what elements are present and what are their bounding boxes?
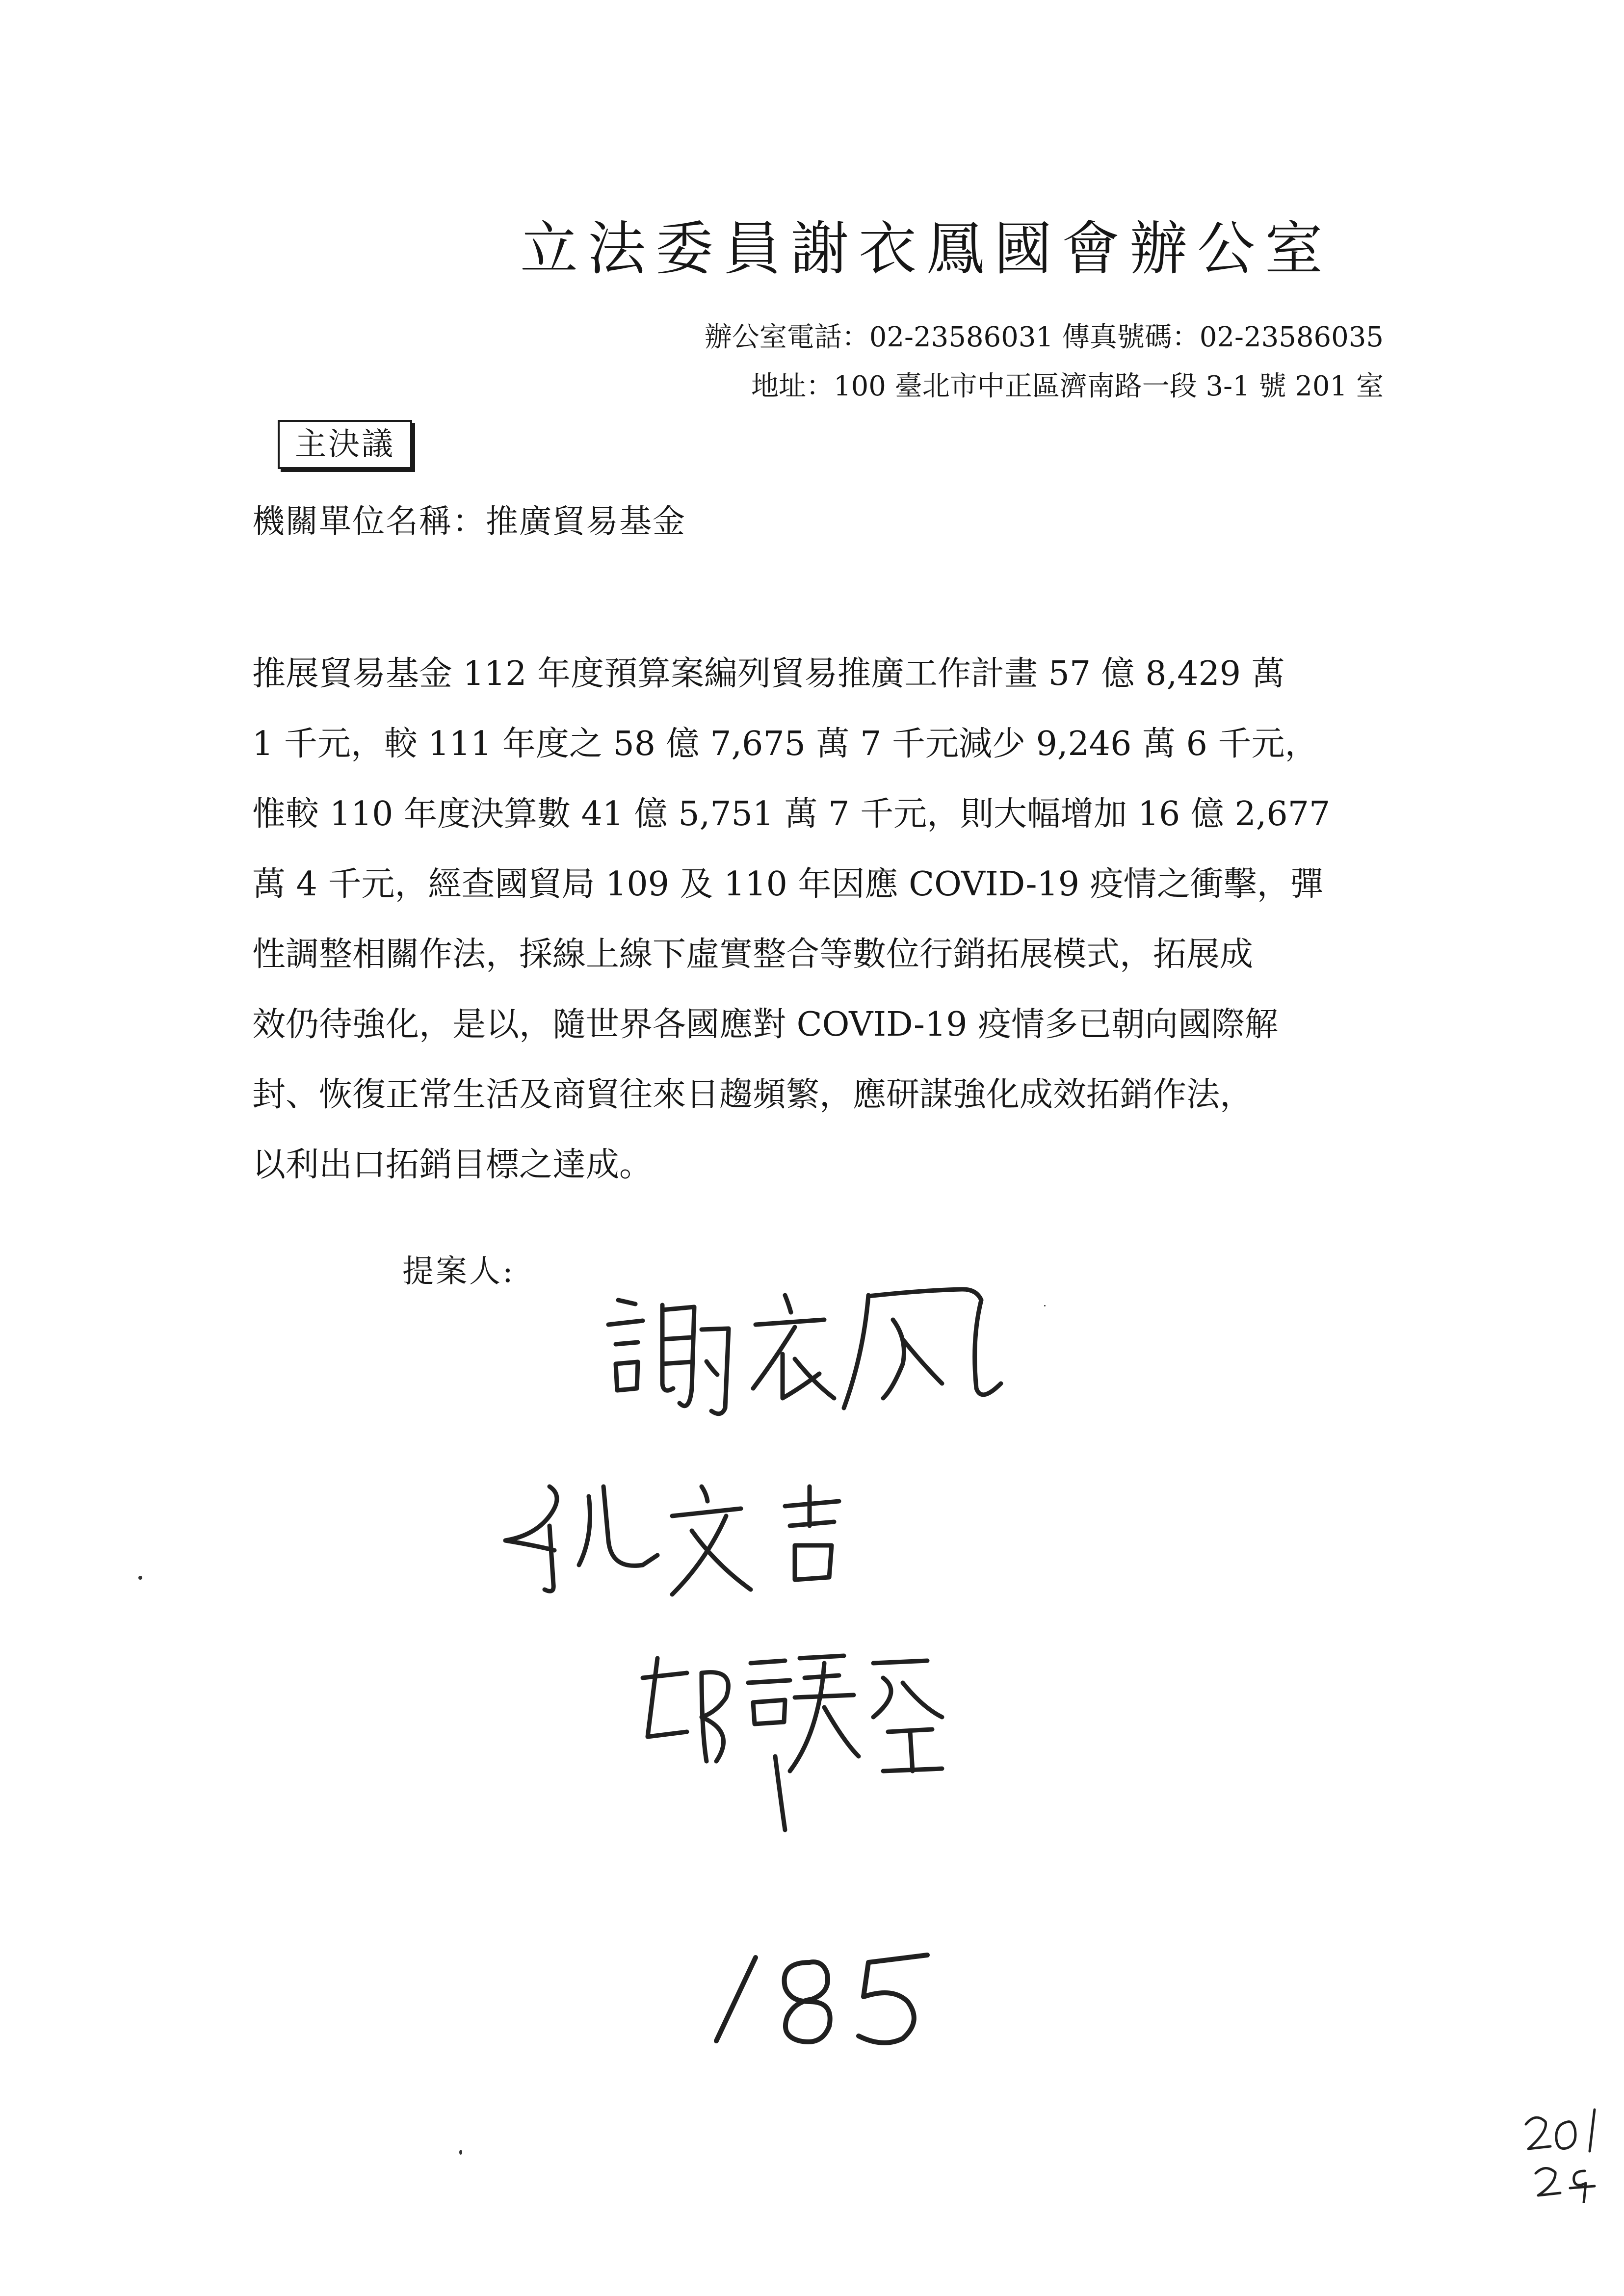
signature-1 bbox=[589, 1266, 1030, 1423]
page-number-strokes bbox=[697, 1943, 952, 2051]
agency-line bbox=[252, 502, 686, 540]
signature-3 bbox=[628, 1634, 971, 1840]
body-line: 1 千元，較 111 年度之 58 億 7,675 萬 7 千元減少 9,246 萬 6 千元， bbox=[252, 725, 1318, 763]
scan-speck bbox=[138, 1576, 142, 1580]
agency-name: 推廣貿易基金 bbox=[486, 502, 686, 540]
page-number-handwritten bbox=[697, 1943, 952, 2053]
office-address: 地址：100 臺北市中正區濟南路一段 3-1 號 201 室 bbox=[751, 370, 1384, 402]
body-line: 封、恢復正常生活及商貿往來日趨頻繁，應研謀強化成效拓銷作法， bbox=[252, 1075, 1254, 1114]
resolution-type-label: 主決議 bbox=[278, 420, 412, 469]
contact-phone-fax: 辦公室電話：02-23586031 傳真號碼：02-23586035 bbox=[704, 321, 1384, 353]
agency-label: 機關單位名稱： bbox=[252, 502, 486, 540]
proposer-label: 提案人: bbox=[402, 1253, 515, 1290]
body-line: 萬 4 千元，經查國貿局 109 及 110 年因應 COVID-19 疫情之衝擊，彈 bbox=[252, 865, 1324, 904]
corner-number-marks bbox=[1521, 2105, 1614, 2203]
scan-speck bbox=[459, 2150, 462, 2155]
body-line: 推展貿易基金 112 年度預算案編列貿易推廣工作計畫 57 億 8,429 萬 bbox=[252, 654, 1285, 693]
resolution-body bbox=[252, 639, 1381, 1200]
scan-speck bbox=[1044, 1305, 1046, 1306]
body-line: 效仍待強化，是以，隨世界各國應對 COVID-19 疫情多已朝向國際解 bbox=[252, 1005, 1279, 1044]
signature-2 bbox=[496, 1467, 898, 1614]
office-title: 立法委員謝衣鳳國會辦公室 bbox=[520, 215, 1333, 283]
body-line: 惟較 110 年度決算數 41 億 5,751 萬 7 千元，則大幅增加 16 億 2,677 bbox=[252, 795, 1331, 834]
body-line: 性調整相關作法，採線上線下虛實整合等數位行銷拓展模式，拓展成 bbox=[252, 935, 1254, 974]
body-line: 以利出口拓銷目標之達成。 bbox=[252, 1146, 653, 1184]
